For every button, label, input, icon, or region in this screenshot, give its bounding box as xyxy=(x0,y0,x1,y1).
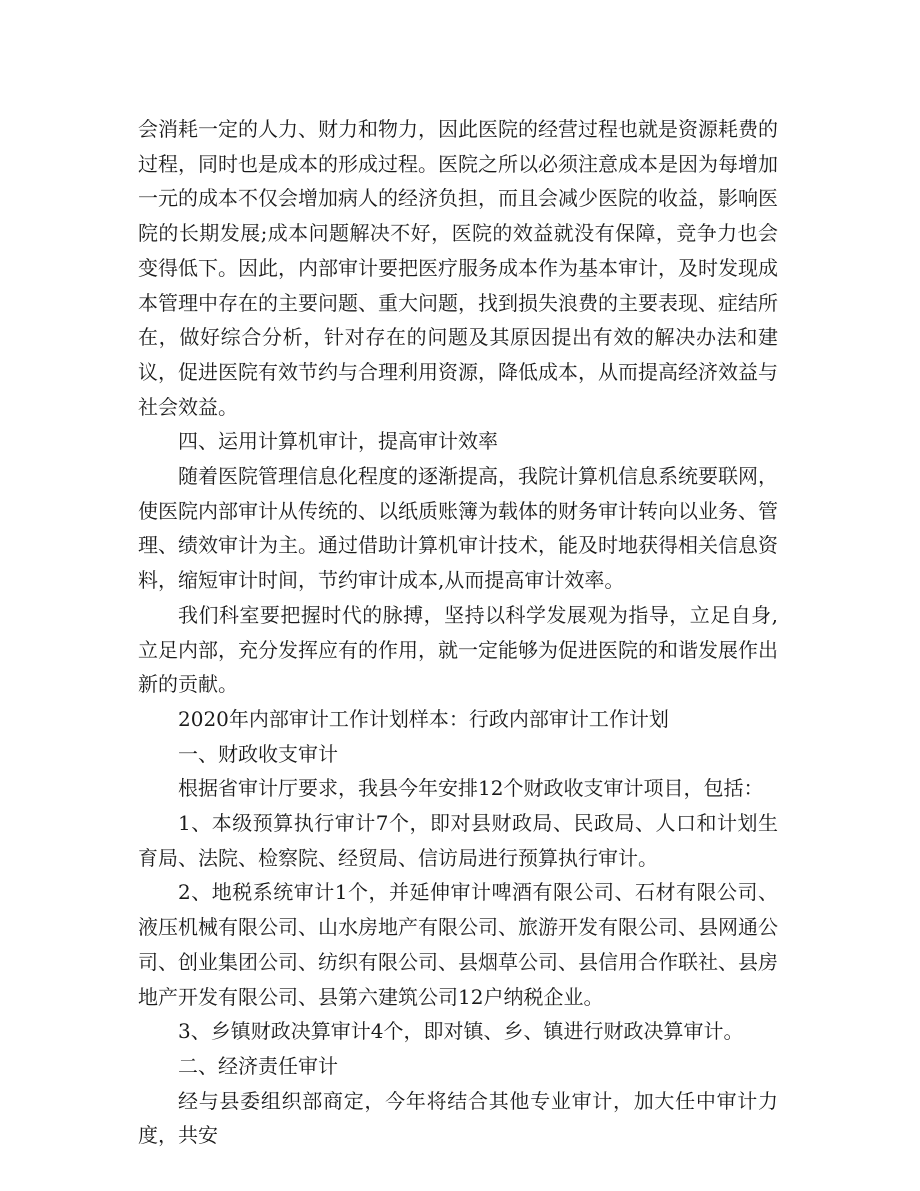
paragraph-responsibility-audit: 经与县委组织部商定，今年将结合其他专业审计，加大任中审计力度，共安 xyxy=(138,1088,778,1148)
paragraph-conclusion: 我们科室要把握时代的脉搏，坚持以科学发展观为指导，立足自身,立足内部，充分发挥应有的作用，就一定能够为促进医院的和谐发展作出新的贡献。 xyxy=(138,602,778,697)
paragraph-cost-control: 会消耗一定的人力、财力和物力，因此医院的经营过程也就是资源耗费的过程，同时也是成本的形成过程。医院之所以必须注意成本是因为每增加一元的成本不仅会增加病人的经济负担，而且会减少医院的收益，影响医院的长期发展;成本问题解决不好，医院的效益就没有保障，竞争力也会变得低下。因此，内部审计要把医疗服务成本作为基本审计，及时发现成本管理中存在的主要问题、重大问题，找到损失浪费的主要表现、症结所在，做好综合分析，针对存在的问题及其原因提出有效的解决办法和建议，促进医院有效节约与合理利用资源，降低成本，从而提高经济效益与社会效益。 xyxy=(138,117,778,419)
heading-economic-responsibility: 二、经济责任审计 xyxy=(178,1053,338,1078)
heading-computer-audit: 四、运用计算机审计，提高审计效率 xyxy=(178,429,498,454)
paragraph-computer-audit: 随着医院管理信息化程度的逐渐提高，我院计算机信息系统要联网，使医院内部审计从传统的、以纸质账簿为载体的财务审计转向以业务、管理、绩效审计为主。通过借助计算机审计技术，能及时地获得相关信息资料，缩短审计时间，节约审计成本,从而提高审计效率。 xyxy=(138,464,778,593)
document-body xyxy=(138,112,778,1153)
list-item-tax-audit: 2、地税系统审计1个，并延伸审计啤酒有限公司、石材有限公司、液压机械有限公司、山水房地产有限公司、旅游开发有限公司、县网通公司、创业集团公司、纺织有限公司、县烟草公司、县信用合作联社、县房地产开发有限公司、县第六建筑公司12户纳税企业。 xyxy=(138,880,778,1009)
paragraph-fiscal-projects: 根据省审计厅要求，我县今年安排12个财政收支审计项目，包括： xyxy=(178,776,764,801)
heading-fiscal-audit: 一、财政收支审计 xyxy=(178,741,338,766)
list-item-township-audit: 3、乡镇财政决算审计4个，即对镇、乡、镇进行财政决算审计。 xyxy=(178,1019,744,1044)
section-title-2020-plan: 2020年内部审计工作计划样本：行政内部审计工作计划 xyxy=(178,706,669,731)
list-item-budget-audit: 1、本级预算执行审计7个，即对县财政局、民政局、人口和计划生育局、法院、检察院、经贸局、信访局进行预算执行审计。 xyxy=(138,811,778,870)
